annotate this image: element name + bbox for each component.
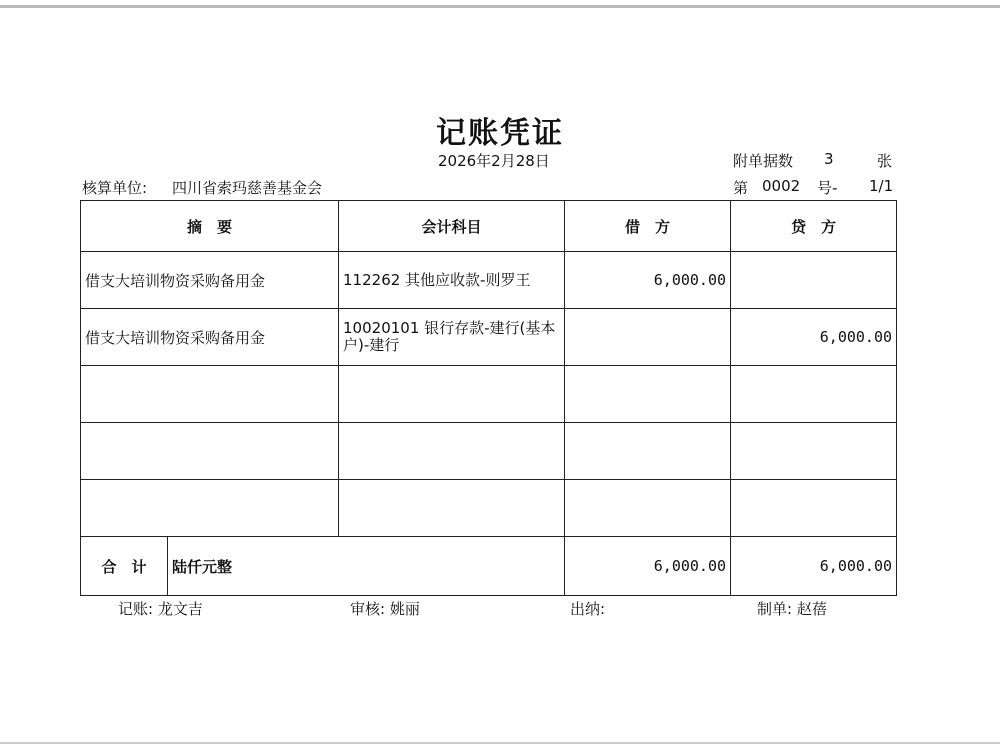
attachments-label: 附单据数 xyxy=(733,152,794,170)
header-row xyxy=(81,201,897,252)
voucher-title: 记账凭证 xyxy=(436,116,564,151)
signature-reviewer: 审核: 姚丽 xyxy=(350,600,420,618)
header-debit: 借 方 xyxy=(565,201,731,252)
row-credit xyxy=(731,252,897,309)
row-summary: 借支大培训物资采购备用金 xyxy=(81,309,339,366)
signature-bookkeeper: 记账: 龙文吉 xyxy=(118,600,203,618)
header-account: 会计科目 xyxy=(339,201,565,252)
row-summary xyxy=(81,366,339,423)
voucher-page: 1/1 xyxy=(869,177,894,195)
voucher-date: 2026年2月28日 xyxy=(438,152,550,170)
table-row xyxy=(81,423,897,480)
voucher-no-suffix: 号- xyxy=(817,179,838,197)
row-credit xyxy=(731,480,897,537)
row-account xyxy=(339,423,565,480)
entity-label: 核算单位: xyxy=(82,179,148,197)
scan-bottom-edge xyxy=(0,742,1000,744)
row-credit xyxy=(731,423,897,480)
row-account xyxy=(339,480,565,537)
row-debit xyxy=(565,309,731,366)
signature-cashier: 出纳: xyxy=(570,600,606,618)
row-debit xyxy=(565,366,731,423)
row-summary: 借支大培训物资采购备用金 xyxy=(81,252,339,309)
row-debit: 6,000.00 xyxy=(565,252,731,309)
total-amount-words: 陆仟元整 xyxy=(168,537,565,596)
voucher-number: 0002 xyxy=(762,177,801,195)
table-row xyxy=(81,480,897,537)
table-row xyxy=(81,252,897,309)
row-debit xyxy=(565,480,731,537)
row-debit xyxy=(565,423,731,480)
table-row xyxy=(81,309,897,366)
row-account: 10020101 银行存款-建行(基本户)-建行 xyxy=(339,309,565,366)
attachments-count: 3 xyxy=(824,150,834,168)
row-account: 112262 其他应收款-则罗王 xyxy=(339,252,565,309)
total-credit: 6,000.00 xyxy=(731,537,897,596)
total-debit: 6,000.00 xyxy=(565,537,731,596)
table-row xyxy=(81,366,897,423)
total-row xyxy=(81,537,897,596)
row-account xyxy=(339,366,565,423)
header-summary: 摘 要 xyxy=(81,201,339,252)
scan-top-edge xyxy=(0,5,1000,8)
header-credit: 贷 方 xyxy=(731,201,897,252)
row-credit: 6,000.00 xyxy=(731,309,897,366)
voucher-table xyxy=(80,200,897,596)
entity-name: 四川省索玛慈善基金会 xyxy=(172,179,323,197)
row-credit xyxy=(731,366,897,423)
voucher-no-prefix: 第 xyxy=(733,179,749,197)
attachments-unit: 张 xyxy=(877,152,893,170)
row-summary xyxy=(81,480,339,537)
row-summary xyxy=(81,423,339,480)
total-label: 合 计 xyxy=(81,537,168,596)
signature-preparer: 制单: 赵蓓 xyxy=(757,600,827,618)
